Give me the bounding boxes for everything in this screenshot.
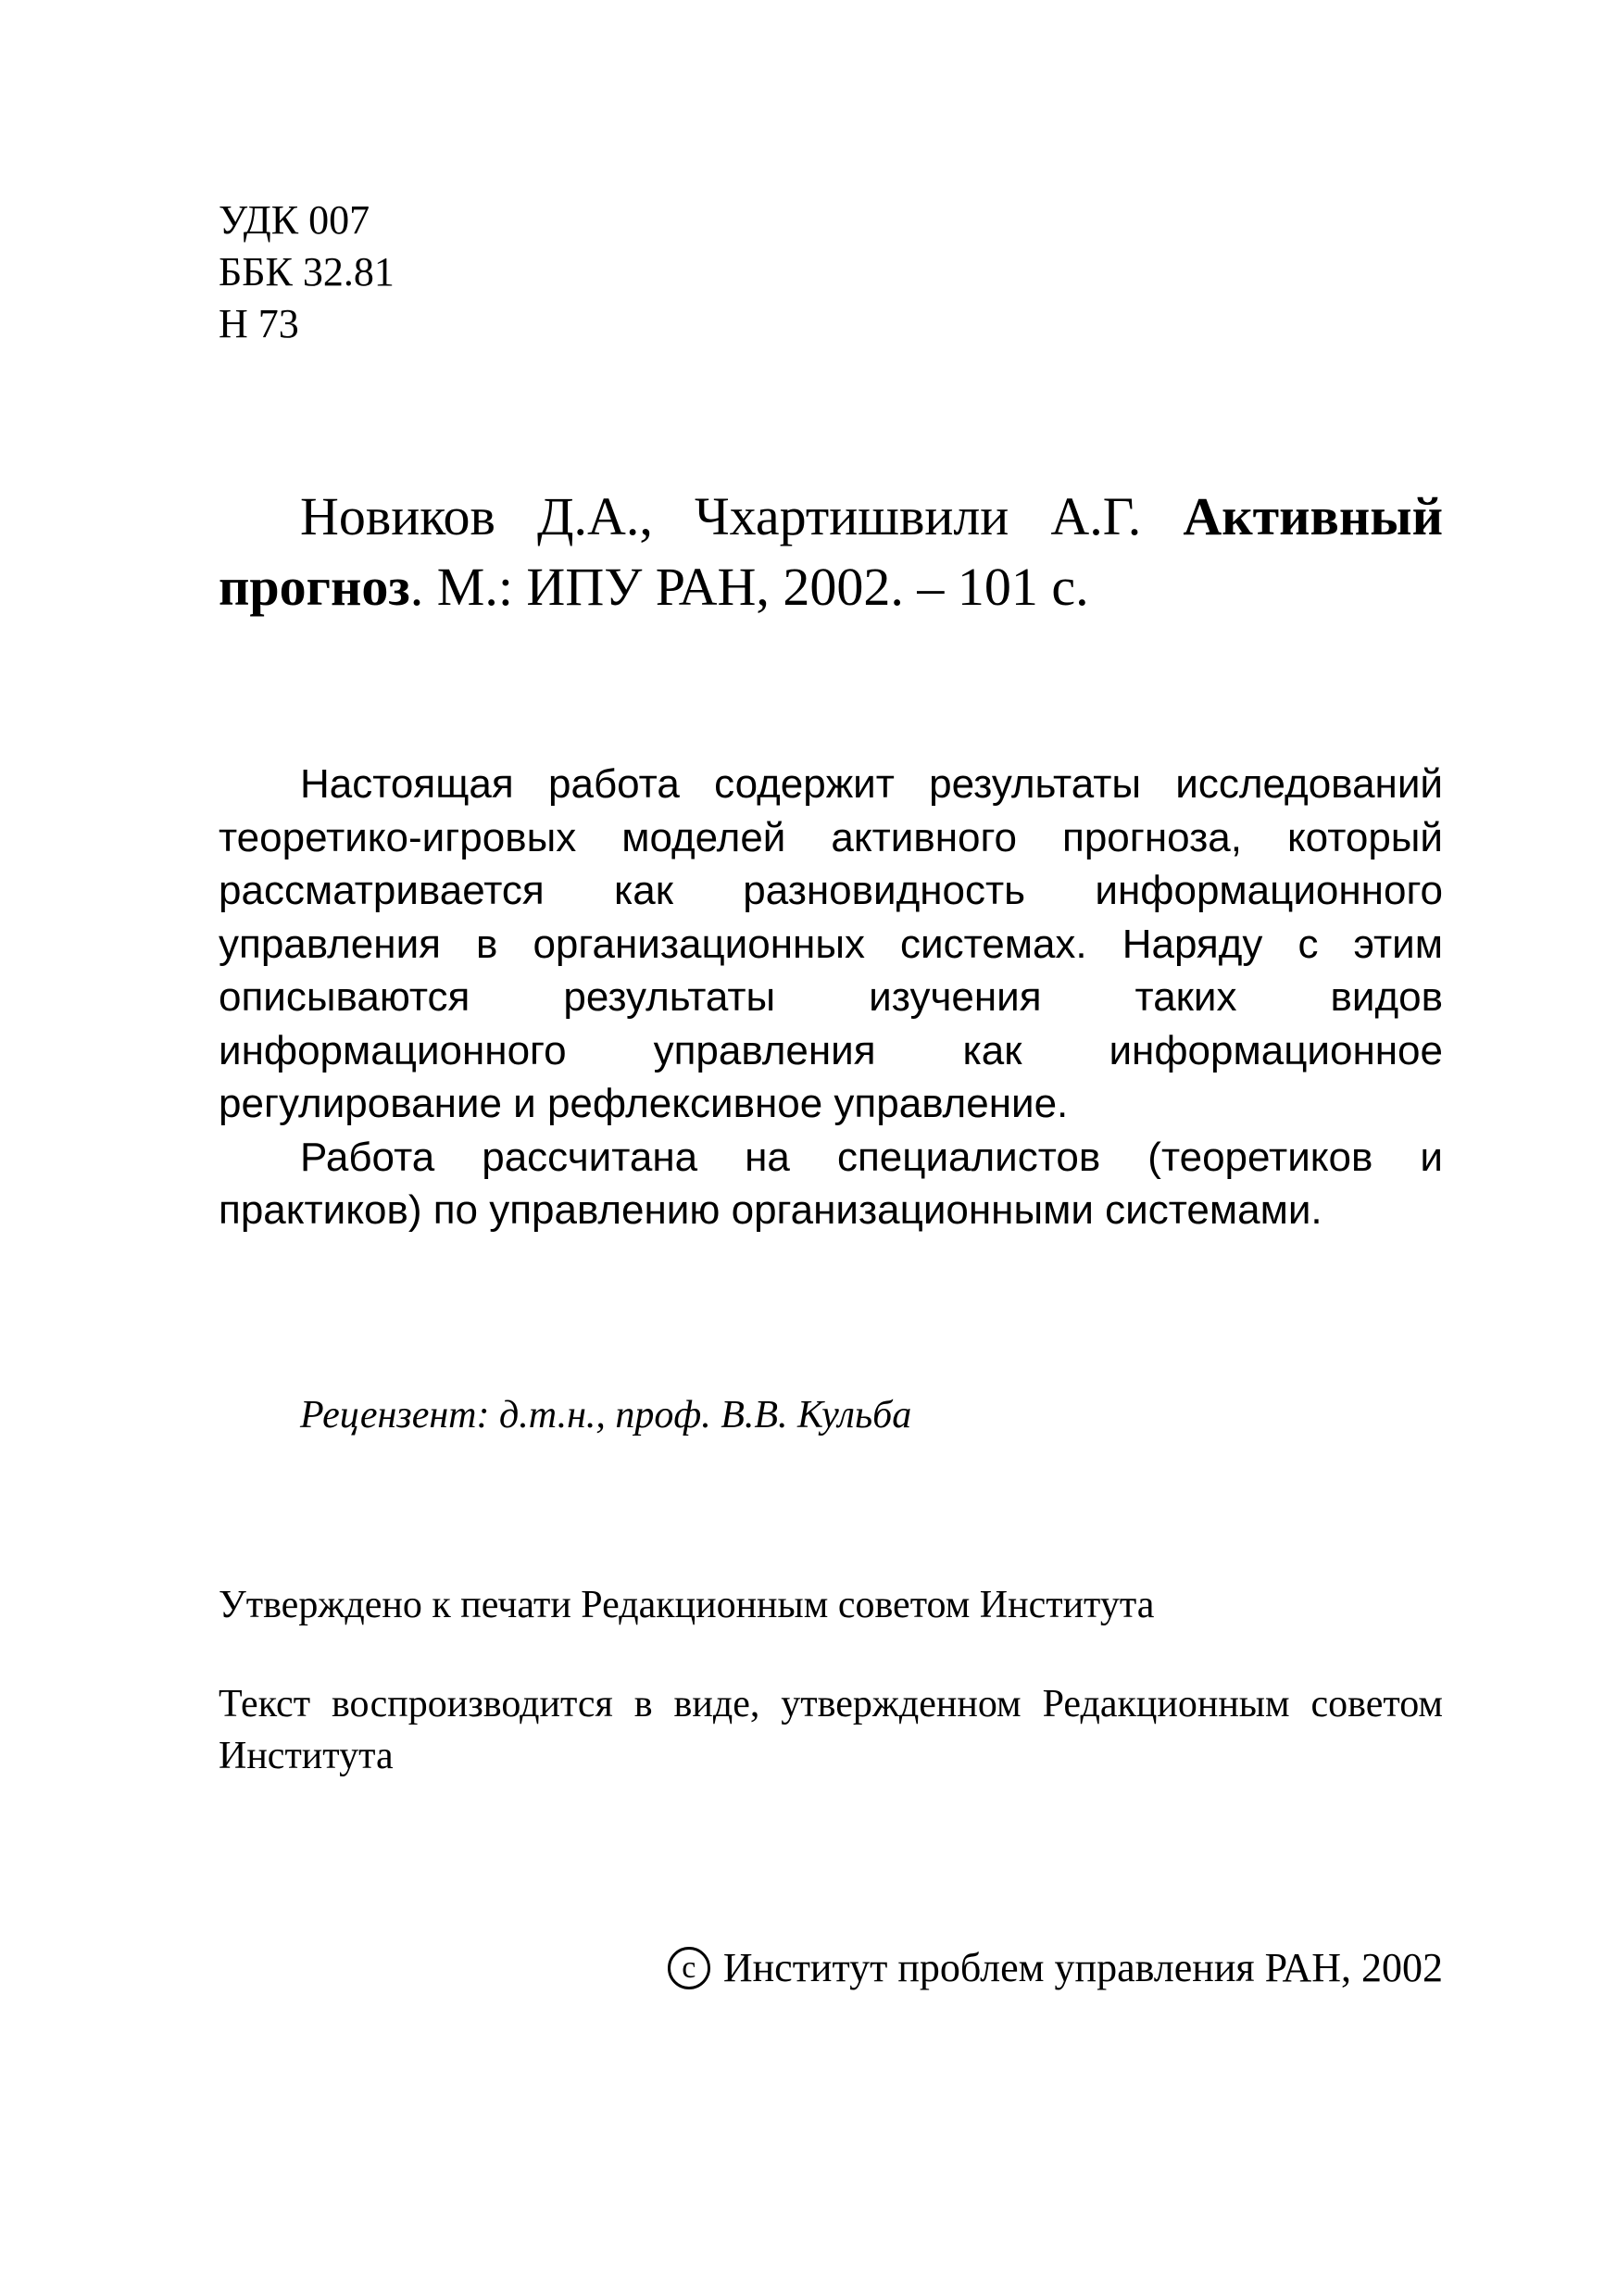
- abstract-paragraph: Настоящая работа содержит результаты исследований теоретико-игровых моделей активного прогноза, который рассматривается как разновидность информационного управления в организационных системах. Наряду с этим описываются результаты изучения таких видов информационного управления как информационное регулирование и рефлексивное управление.: [219, 761, 1443, 1126]
- approval-line: Утверждено к печати Редакционным советом Института: [219, 1584, 1155, 1626]
- bibliographic-citation: [219, 482, 1443, 622]
- copyright-text: Институт проблем управления РАН, 2002: [722, 1945, 1443, 1990]
- copyright-line: [668, 1942, 1443, 1994]
- bbk-code: ББК 32.81: [219, 249, 395, 295]
- author-sign: Н 73: [219, 301, 299, 346]
- reviewer-line: Рецензент: д.т.н., проф. В.В. Кульба: [300, 1394, 912, 1437]
- abstract-paragraph: Работа рассчитана на специалистов (теоретиков и практиков) по управлению организационными системами.: [219, 1134, 1443, 1233]
- reproduction-note: Текст воспроизводится в виде, утвержденном Редакционным советом Института: [219, 1683, 1443, 1777]
- citation-title: Активный прогноз: [219, 486, 1443, 617]
- udk-code: УДК 007: [219, 197, 370, 243]
- citation-authors: Новиков Д.А., Чхартишвили А.Г.: [300, 486, 1142, 546]
- classification-codes: [219, 194, 395, 350]
- abstract: [219, 758, 1443, 1237]
- citation-imprint: . М.: ИПУ РАН, 2002. – 101 с.: [409, 557, 1089, 617]
- copyright-icon: c: [668, 1947, 710, 1989]
